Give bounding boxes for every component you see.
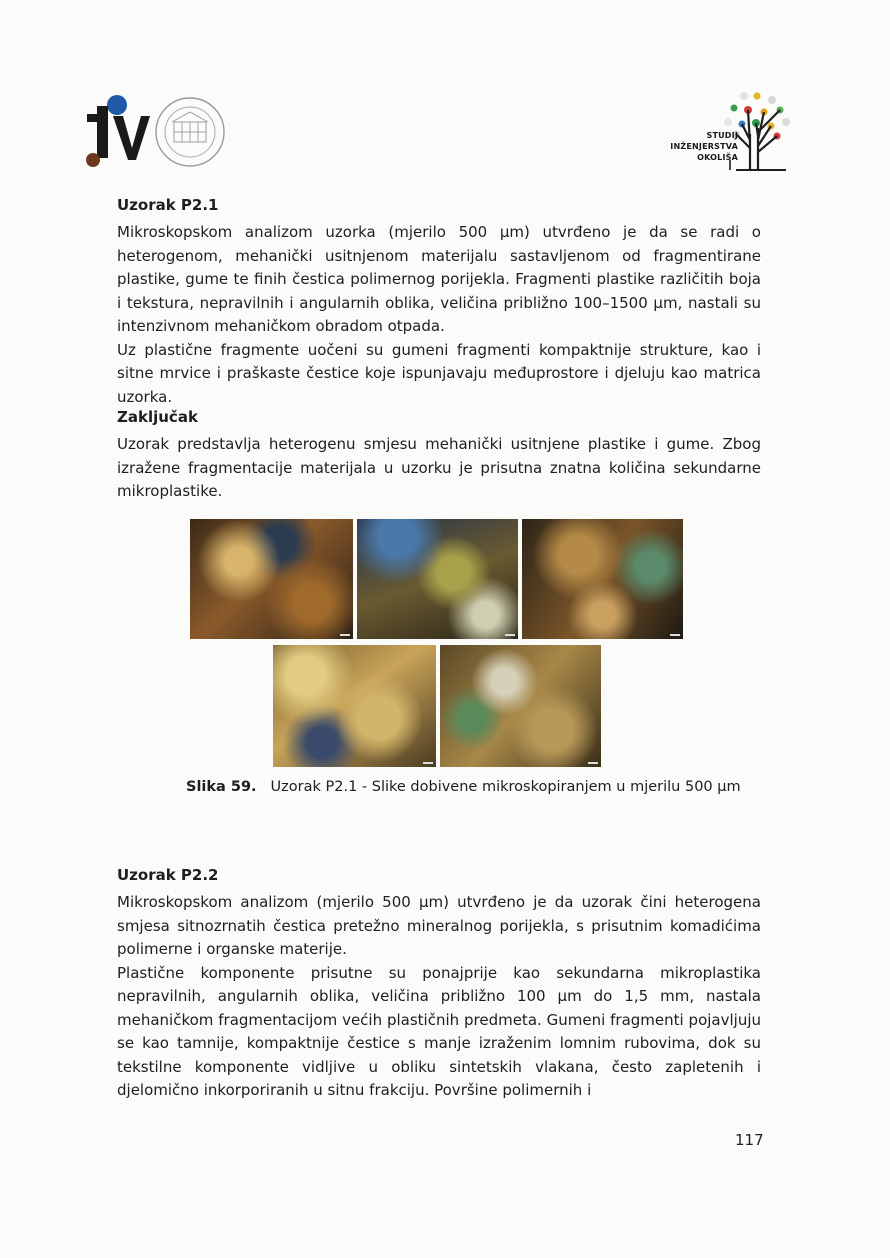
section-p2-1-body <box>117 221 761 409</box>
conclusion-body <box>117 433 761 504</box>
section-heading-p2-2: Uzorak P2.2 <box>117 866 219 884</box>
paragraph: Plastične komponente prisutne su ponajprije kao sekundarna mikroplastika nepravilnih, angularnih oblika, veličina približno 100 µm do 1,5 mm, nastala mehaničkom fragmentacijom većih plastičnih predmeta. Gumeni fragmenti pojavljuju se kao tamnije, kompaktnije čestice s manje izraženim lomnim rubovima, dok su tekstilne komponente vidljive u obliku sintetskih vlakana, često zapletenih i djelomično inkorporiranih u sitnu frakciju. Površine polimernih i <box>117 963 761 1099</box>
study-program-logo <box>650 88 800 180</box>
micrograph-image-3 <box>522 519 683 639</box>
logo-text-line-3: OKOLIŠA <box>697 153 738 162</box>
conclusion-heading: Zaključak <box>117 408 198 426</box>
page-number: 117 <box>735 1131 764 1149</box>
paragraph: Mikroskopskom analizom (mjerilo 500 µm) utvrđeno je da uzorak čini heterogena smjesa sitnozrnatih čestica pretežno mineralnog porijekla, s prisutnim komadićima polimerne i organske materije. <box>117 893 761 958</box>
paragraph: Uz plastične fragmente uočeni su gumeni fragmenti kompaktnije strukture, kao i sitne mrvice i praškaste čestice koje ispunjavaju međuprostore i djeluju kao matrica uzorka. <box>117 340 761 406</box>
section-heading-p2-1: Uzorak P2.1 <box>117 196 219 214</box>
micrograph-image-1 <box>190 519 353 639</box>
figure-caption <box>186 779 741 795</box>
micrograph-image-4 <box>273 645 436 767</box>
micrograph-image-2 <box>357 519 518 639</box>
section-p2-2-body <box>117 891 761 1103</box>
figure-number: Slika 59. <box>186 779 257 795</box>
micrograph-image-5 <box>440 645 601 767</box>
faculty-logo <box>78 92 228 172</box>
paragraph: Mikroskopskom analizom uzorka (mjerilo 500 µm) utvrđeno je da se radi o heterogenom, mehanički usitnjenom materijalu sastavljenom od fragmentirane plastike, gume te finih čestica polimernog porijekla. Fragmenti plastike različitih boja i tekstura, nepravilnih i angularnih oblika, veličina približno 100–1500 µm, nastali su intenzivnom mehaničkom obradom otpada. <box>117 223 761 335</box>
paragraph: Uzorak predstavlja heterogenu smjesu mehanički usitnjene plastike i gume. Zbog izražene fragmentacije materijala u uzorku je prisutna znatna količina sekundarne mikroplastike. <box>117 435 761 500</box>
logo-text-line-1: STUDIJ <box>706 131 738 140</box>
figure-caption-text: Uzorak P2.1 - Slike dobivene mikroskopiranjem u mjerilu 500 µm <box>270 779 741 795</box>
logo-text-line-2: INŽENJERSTVA <box>670 142 738 151</box>
